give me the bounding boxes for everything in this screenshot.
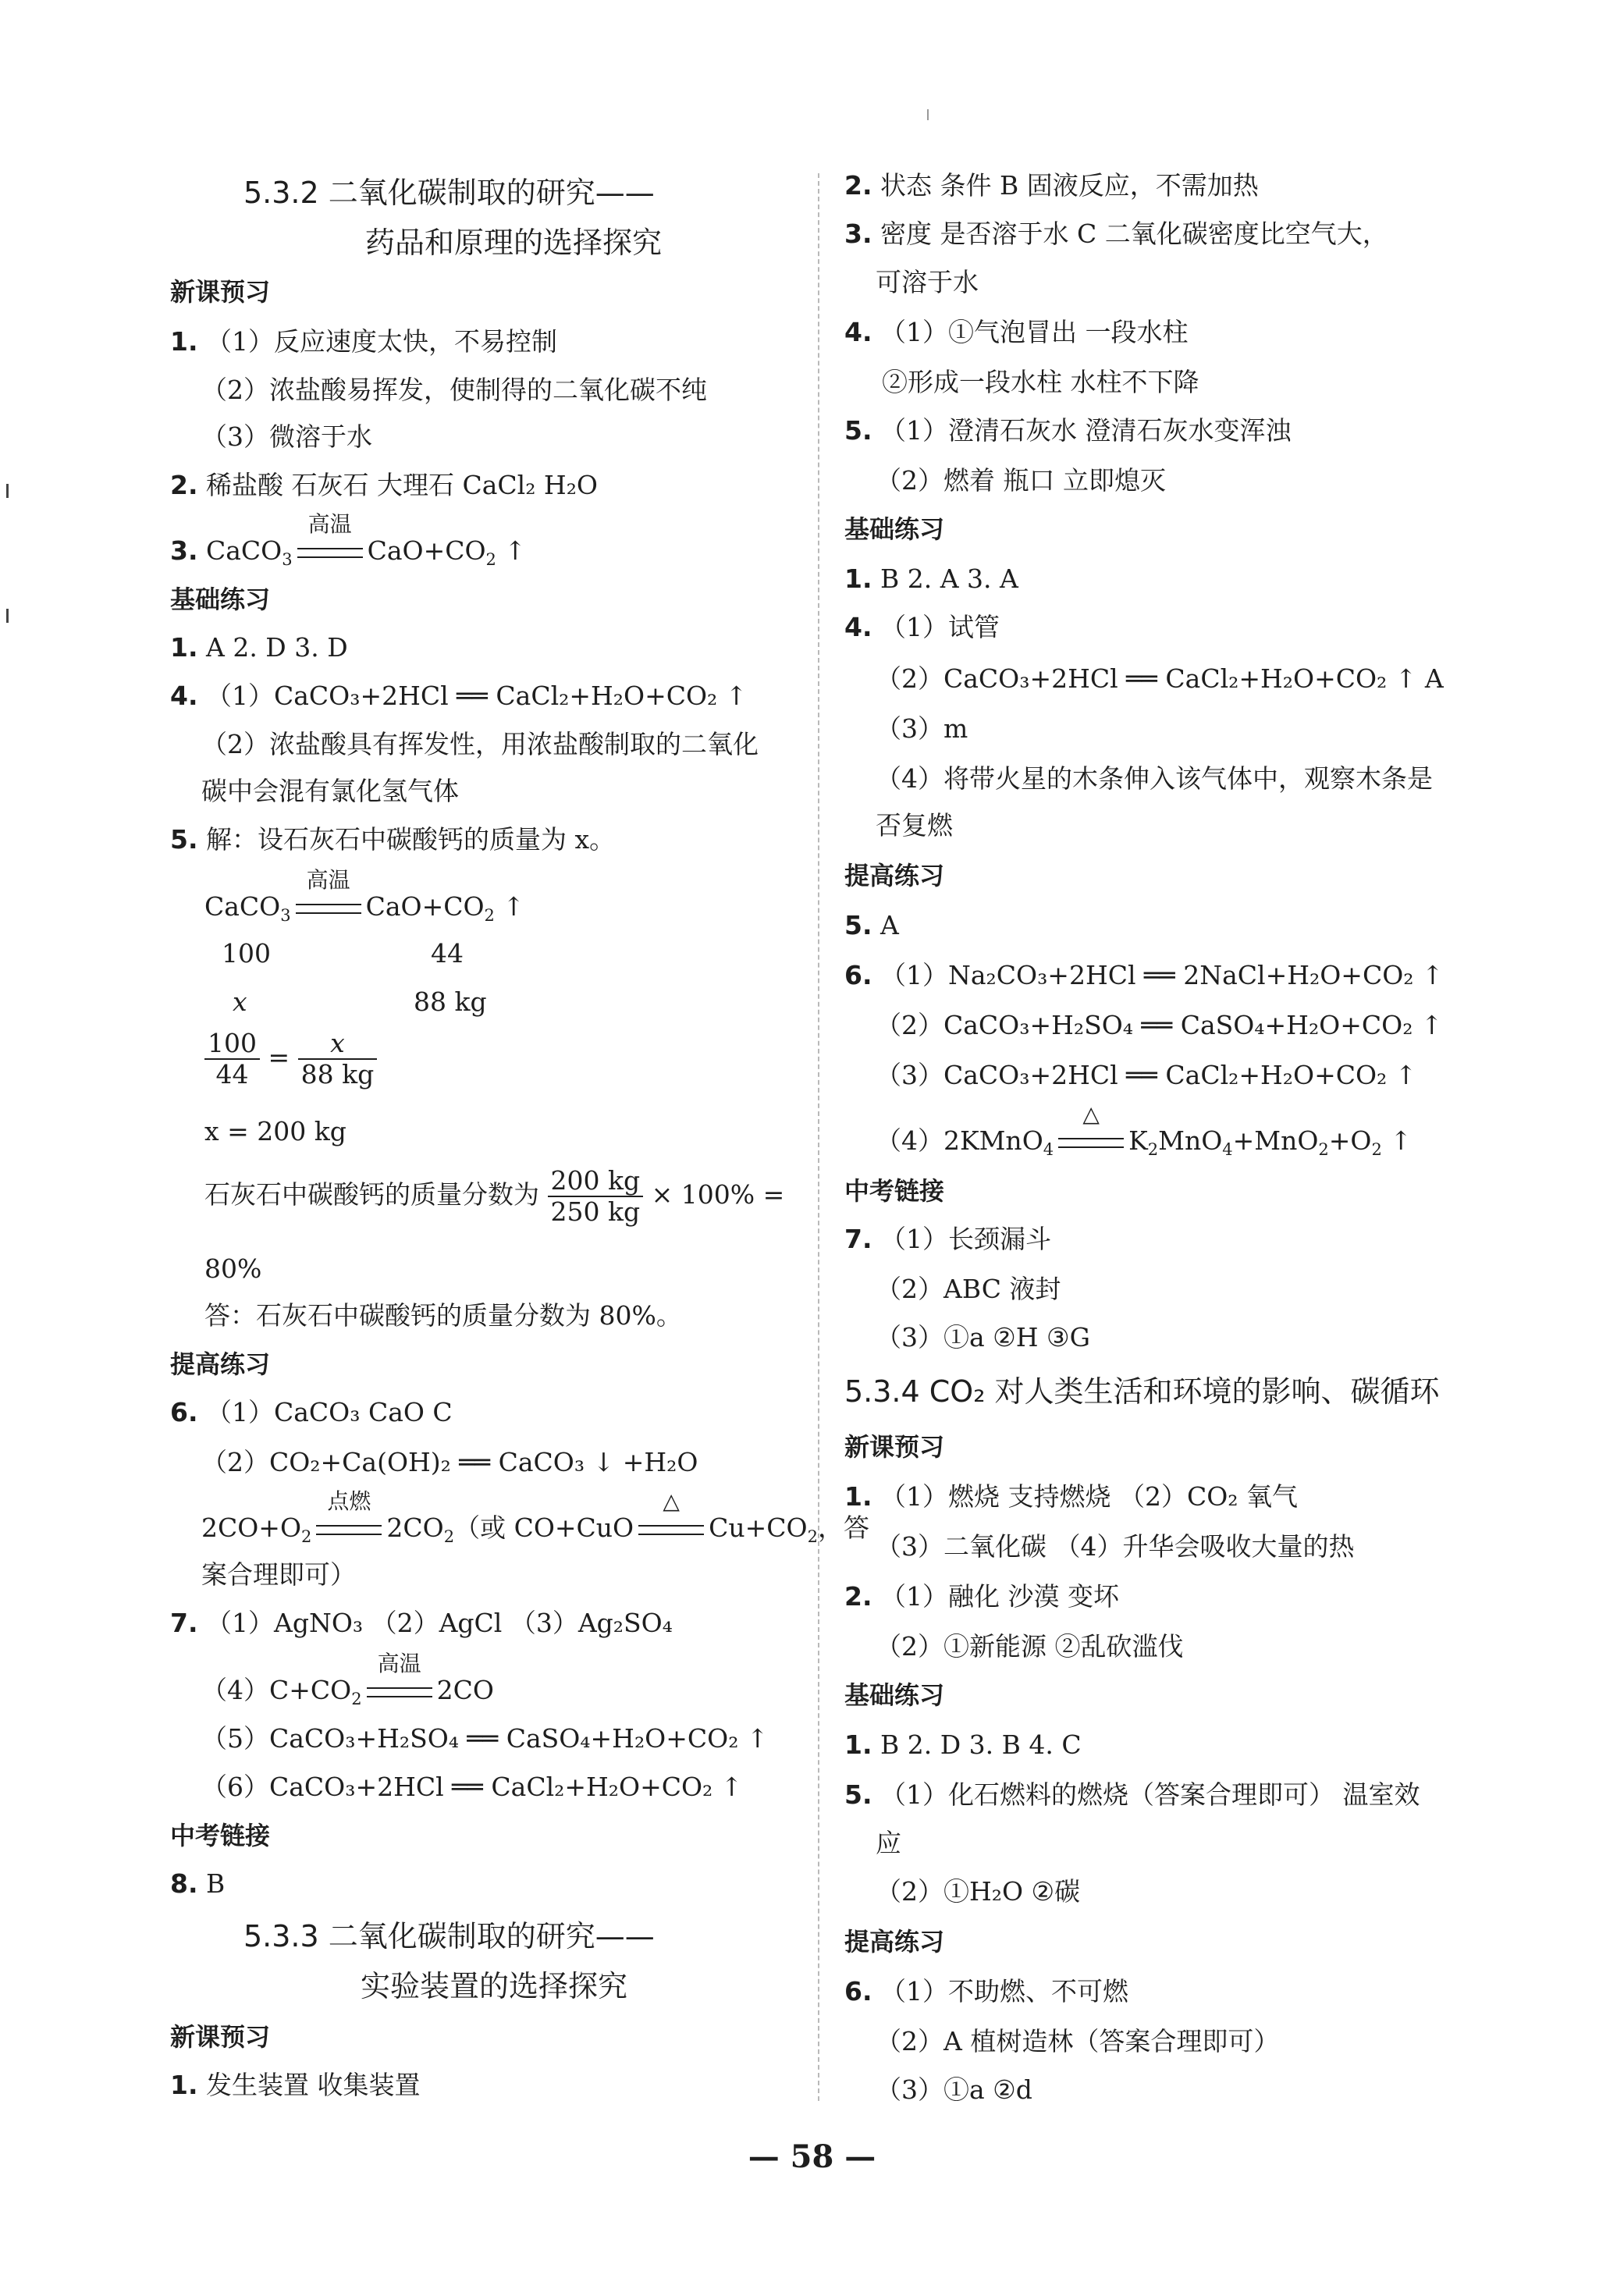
improve-6a: 6. （1）Na₂CO₃+2HCl ══ 2NaCl+H₂O+CO₂ ↑	[844, 960, 1444, 990]
item-1b: （2）浓盐酸易挥发，使制得的二氧化碳不纯	[201, 375, 707, 405]
heading-improve: 提高练习	[844, 1927, 945, 1957]
heading-preview: 新课预习	[170, 2022, 271, 2052]
item-3: 3. CaCO$_3$ 高温 $CaO+CO_2$ ↑	[170, 511, 527, 569]
item-1: 1. （1）反应速度太快，不易控制	[170, 326, 557, 357]
basic-4d: （4）将带火星的木条伸入该气体中，观察木条是	[876, 763, 1433, 794]
exam-7c: （3）①a ②H ③G	[876, 1322, 1090, 1352]
basic-4c: 碳中会混有氯化氢气体	[201, 776, 459, 806]
section-title: 5.3.2 二氧化碳制取的研究——	[243, 176, 655, 210]
improve-5: 5. A	[844, 910, 899, 940]
improve-6c: $2CO+O_2$ 点燃 $2CO_2$（或 CO+CuO △ $Cu+CO_2$，答	[201, 1488, 869, 1546]
improve-7b: $(4)C+CO_2$ 高温 2CO	[201, 1651, 494, 1708]
page-number: — 58 —	[748, 2138, 876, 2175]
basic-1-3: 1. A 2. D 3. D	[170, 632, 348, 663]
calc-mass-1: 100	[222, 938, 271, 969]
item-2a: 2. （1）融化 沙漠 变坏	[844, 1581, 1119, 1612]
column-divider	[818, 173, 819, 2101]
heading-basic: 基础练习	[844, 514, 945, 544]
improve-7d: （6）CaCO₃+2HCl ══ CaCl₂+H₂O+CO₂ ↑	[201, 1772, 743, 1802]
heading-basic: 基础练习	[844, 1680, 945, 1710]
improve-7a: 7. （1）AgNO₃ （2）AgCl （3）Ag₂SO₄	[170, 1608, 673, 1638]
heading-improve: 提高练习	[170, 1349, 271, 1379]
section-title: 5.3.3 二氧化碳制取的研究——	[243, 1919, 655, 1953]
improve-6c: （3）①a ②d	[876, 2074, 1032, 2105]
basic-4b: （2）浓盐酸具有挥发性，用浓盐酸制取的二氧化	[201, 729, 759, 759]
basic-4a: 4. （1）CaCO₃+2HCl ══ CaCl₂+H₂O+CO₂ ↑	[170, 681, 748, 711]
exam-7b: （2）ABC 液封	[876, 1274, 1061, 1304]
basic-1-4: 1. B 2. D 3. B 4. C	[844, 1729, 1082, 1760]
heading-preview: 新课预习	[844, 1432, 945, 1462]
improve-7c: （5）CaCO₃+H₂SO₄ ══ CaSO₄+H₂O+CO₂ ↑	[201, 1723, 769, 1754]
x-value: x = 200 kg	[204, 1116, 346, 1146]
reaction-arrow: 高温	[297, 534, 363, 568]
item-1c: （3）微溶于水	[201, 421, 372, 452]
item-5a: 5. （1）澄清石灰水 澄清石灰水变浑浊	[844, 415, 1292, 446]
section-subtitle: 实验装置的选择探究	[361, 1969, 628, 2003]
item-4a: 4. （1）①气泡冒出 一段水柱	[844, 317, 1189, 347]
item-1: 1. 发生装置 收集装置	[170, 2070, 421, 2100]
heading-preview: 新课预习	[170, 277, 271, 307]
heading-exam: 中考链接	[844, 1176, 945, 1206]
section-title: 5.3.4 CO₂ 对人类生活和环境的影响、碳循环	[844, 1374, 1440, 1409]
basic-4b: （2）CaCO₃+2HCl ══ CaCl₂+H₂O+CO₂ ↑ A	[876, 663, 1444, 694]
calc-88: 88 kg	[414, 986, 487, 1017]
improve-6d: 案合理即可）	[201, 1559, 356, 1590]
basic-5: 5. 解：设石灰石中碳酸钙的质量为 x。	[170, 824, 616, 855]
improve-6d: （4）2KMnO$_4$ △ $K_2MnO_4+MnO_2+O_2$ ↑	[876, 1101, 1412, 1159]
basic-1-3: 1. B 2. A 3. A	[844, 563, 1018, 594]
ratio-equation: $\frac{100}{44}$ = $\frac{x}{88 kg}$	[204, 1029, 377, 1089]
improve-6b: （2）A 植树造林（答案合理即可）	[876, 2026, 1280, 2056]
basic-4e: 否复燃	[876, 810, 953, 841]
fraction-line: 石灰石中碳酸钙的质量分数为 $\frac{200 kg}{250 kg}$ × 100% =	[204, 1165, 785, 1227]
basic-5a: 5. （1）化石燃料的燃烧（答案合理即可） 温室效	[844, 1779, 1420, 1810]
basic-5b: 应	[876, 1828, 901, 1858]
heading-basic: 基础练习	[170, 585, 271, 614]
improve-6b: （2）CO₂+Ca(OH)₂ ══ CaCO₃ ↓ +H₂O	[201, 1447, 698, 1477]
heading-exam: 中考链接	[170, 1821, 271, 1850]
item-1a: 1. （1）燃烧 支持燃烧 （2）CO₂ 氧气	[844, 1481, 1298, 1512]
exam-7a: 7. （1）长颈漏斗	[844, 1224, 1051, 1254]
item-2b: （2）①新能源 ②乱砍滥伐	[876, 1631, 1184, 1662]
item-2: 2. 状态 条件 B 固液反应，不需加热	[844, 170, 1259, 201]
item-3b: 可溶于水	[876, 267, 979, 297]
basic-5c: （2）①H₂O ②碳	[876, 1876, 1081, 1907]
item-2: 2. 稀盐酸 石灰石 大理石 CaCl₂ H₂O	[170, 470, 598, 500]
basic-4c: （3）m	[876, 713, 968, 744]
calc-x: x	[233, 986, 247, 1017]
answer-line: 答：石灰石中碳酸钙的质量分数为 80%。	[204, 1300, 682, 1331]
item-5b: （2）燃着 瓶口 立即熄灭	[876, 465, 1166, 496]
item-3a: 3. 密度 是否溶于水 C 二氧化碳密度比空气大，	[844, 219, 1388, 249]
calc-mass-2: 44	[431, 938, 464, 969]
improve-6a: 6. （1）不助燃、不可燃	[844, 1976, 1128, 2007]
scan-mark	[6, 484, 9, 498]
item-4b: ②形成一段水柱 水柱不下降	[882, 367, 1199, 397]
exam-8: 8. B	[170, 1868, 226, 1899]
improve-6b: （2）CaCO₃+H₂SO₄ ══ CaSO₄+H₂O+CO₂ ↑	[876, 1010, 1443, 1040]
basic-4a: 4. （1）试管	[844, 612, 1000, 642]
scan-mark	[927, 109, 929, 120]
improve-6c: （3）CaCO₃+2HCl ══ CaCl₂+H₂O+CO₂ ↑	[876, 1060, 1417, 1090]
heading-improve: 提高练习	[844, 861, 945, 890]
percent-result: 80%	[204, 1253, 262, 1284]
scan-mark	[6, 609, 9, 623]
improve-6a: 6. （1）CaCO₃ CaO C	[170, 1397, 453, 1427]
calc-equation: CaCO$_3$ 高温 $CaO+CO_2$ ↑	[204, 867, 525, 925]
section-subtitle: 药品和原理的选择探究	[365, 226, 663, 260]
item-1b: （3）二氧化碳 （4）升华会吸收大量的热	[876, 1531, 1355, 1562]
